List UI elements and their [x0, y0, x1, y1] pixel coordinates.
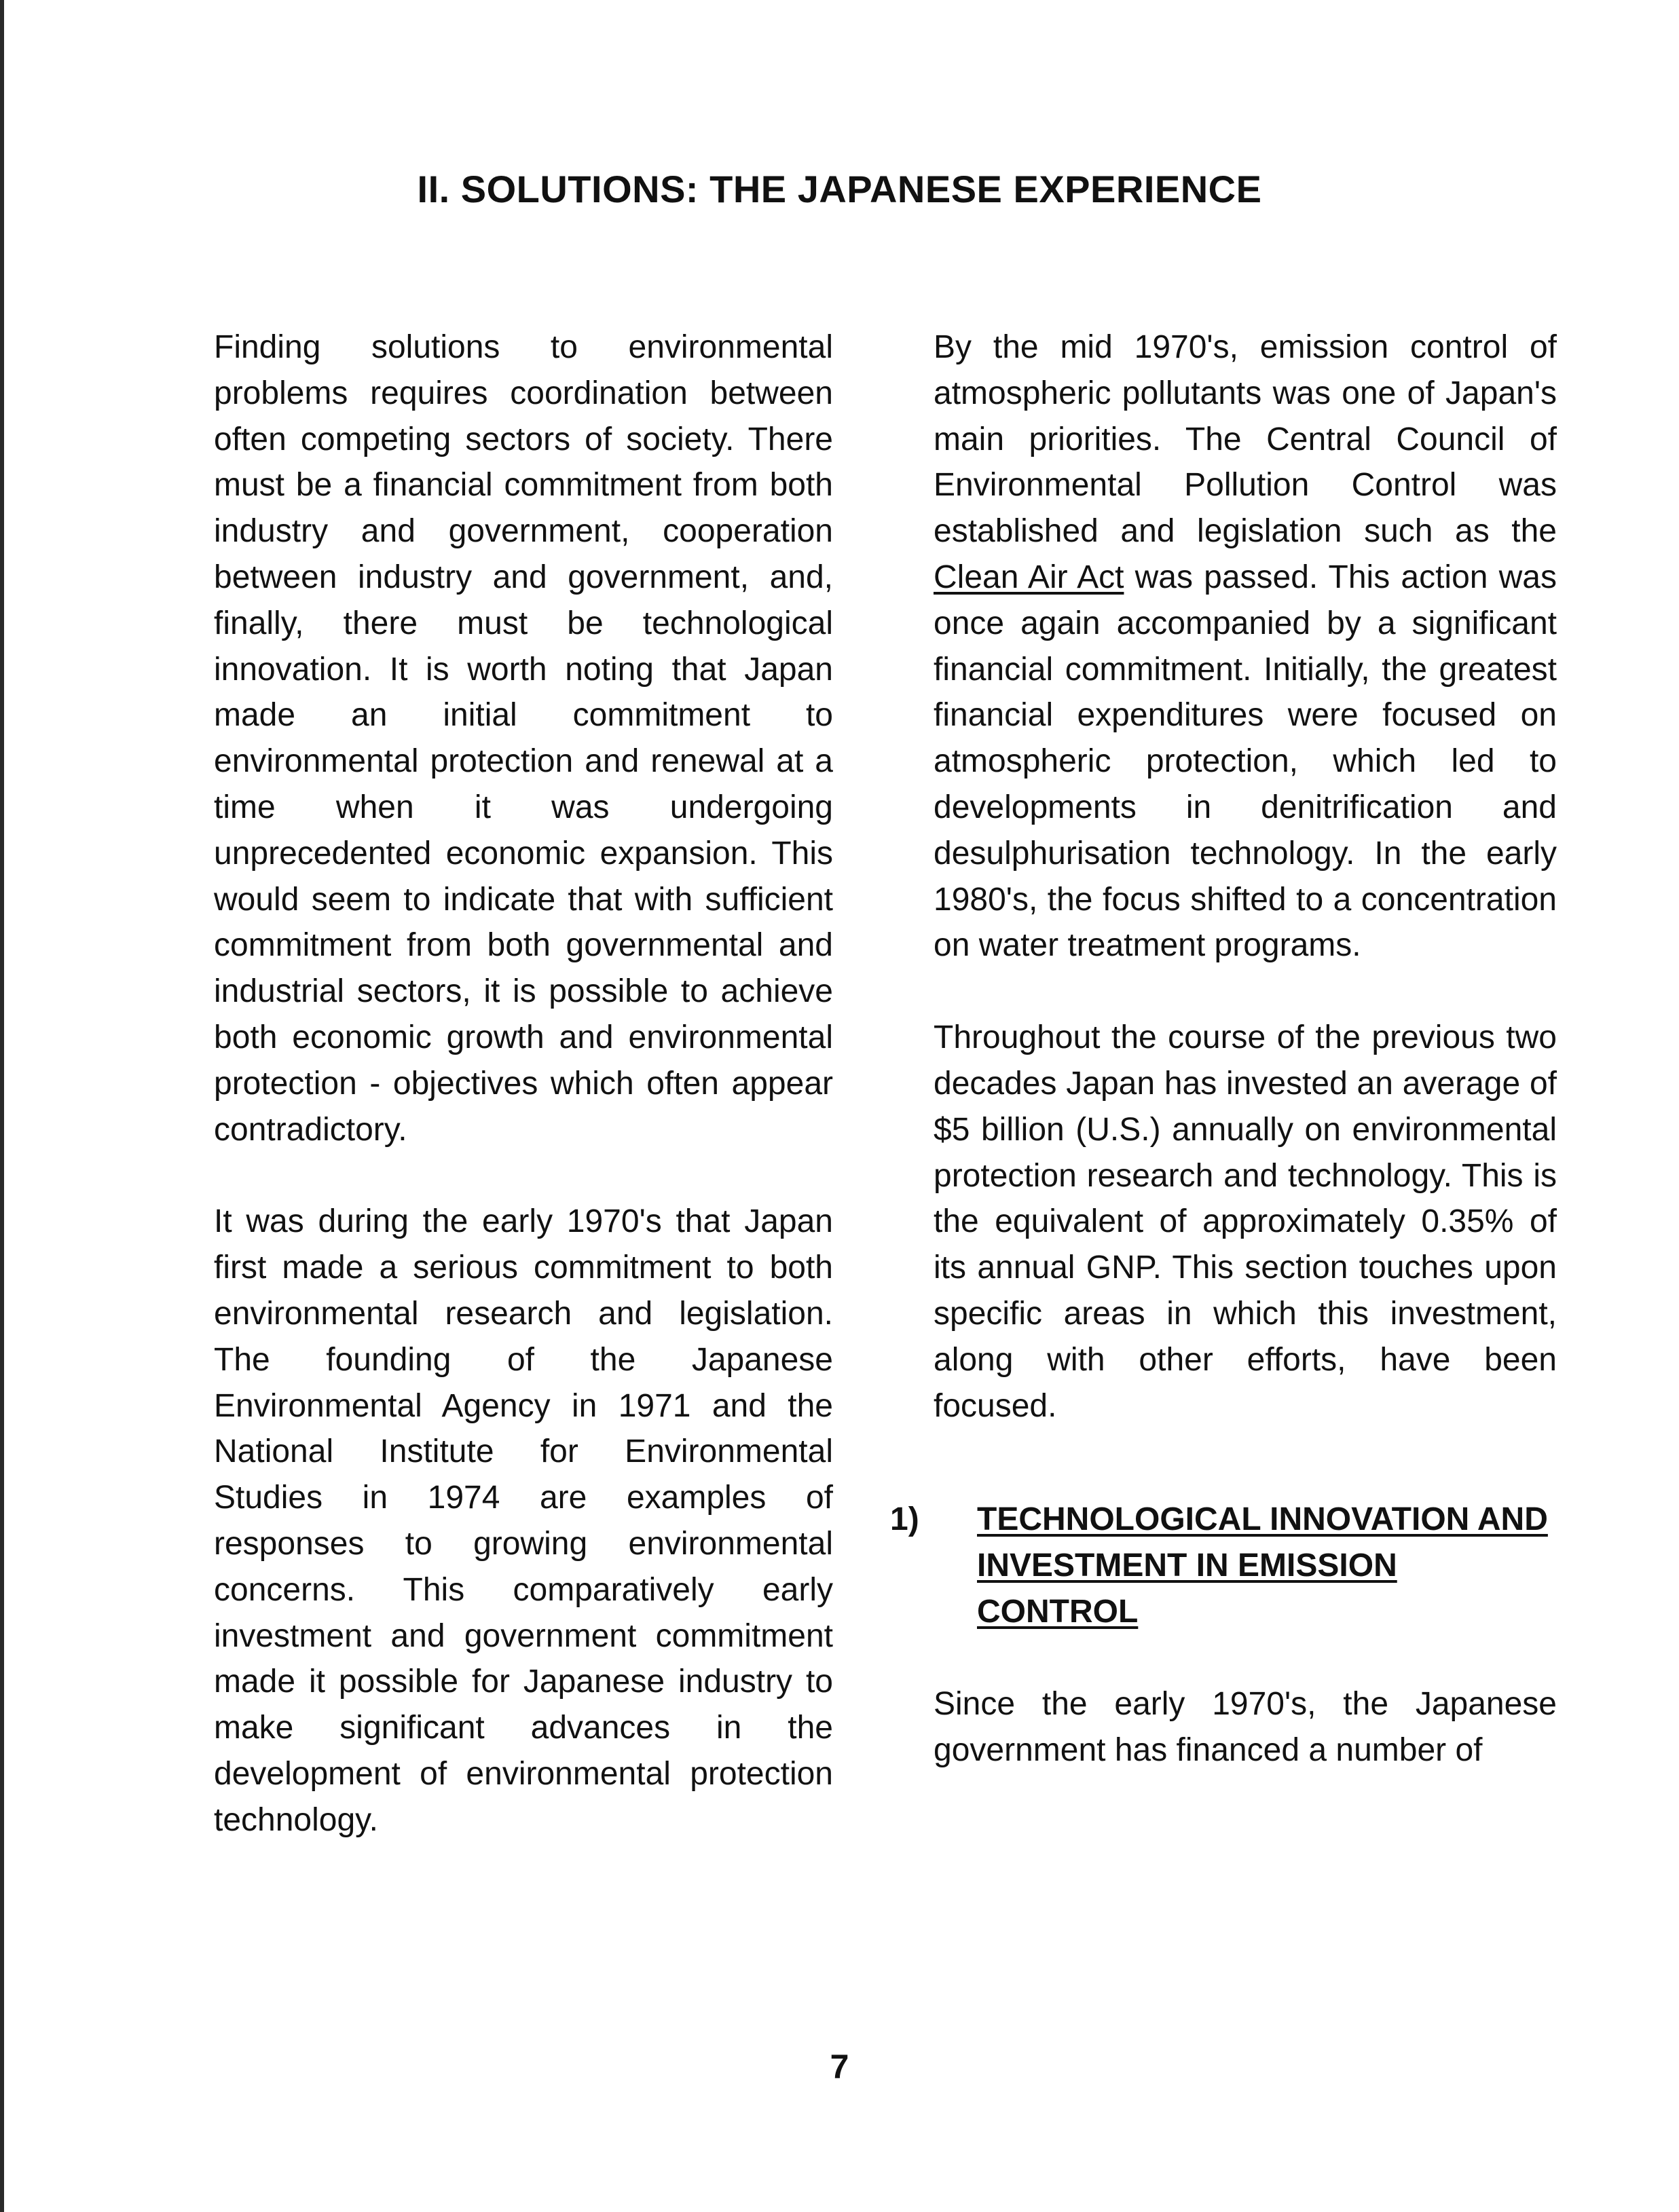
page-number: 7: [830, 2048, 849, 2086]
section-heading-text: TECHNOLOGICAL INNOVATION AND INVESTMENT IN EMISSION CONTROL: [977, 1501, 1548, 1630]
left-paragraph-1: Finding solutions to environmental problems requires coordination between often competing sectors of society. There must be a financial commitment from both industry and government, cooperation between industry and government, and, finally, there must be technological innovation. It is worth noting that Japan made an initial commitment to environmental protection and renewal at a time when it was undergoing unprecedented economic expansion. This would seem to indicate that with sufficient commitment from both governmental and industrial sectors, it is possible to achieve both economic growth and environmental protection - objectives which often appear contradictory.: [214, 329, 833, 1148]
section-heading: [890, 1497, 1557, 1635]
page-left-edge: [0, 0, 4, 2212]
left-column: [214, 324, 833, 1890]
right-paragraph-1: [934, 324, 1557, 969]
right-column: [890, 324, 1557, 1820]
right-paragraph-2: Throughout the course of the previous two decades Japan has invested an average of $5 billion (U.S.) annually on environmental protection research and technology. This is the equivalent of approximately 0.35% of its annual GNP. This section touches upon specific areas in which this investment, along with other efforts, have been focused.: [934, 1019, 1557, 1424]
page-title: II. SOLUTIONS: THE JAPANESE EXPERIENCE: [417, 168, 1262, 210]
right-paragraph-1-text-a: By the mid 1970's, emission control of atmospheric pollutants was one of Japan's main priorities. The Central Council of Environmental Pollution Control was established and legislation such as the: [934, 329, 1557, 550]
left-paragraph-2: It was during the early 1970's that Japan first made a serious commitment to both environmental research and legislation. The founding of the Japanese Environmental Agency in 1971 and the National Institute for Environmental Studies in 1974 are examples of responses to growing environmental concerns. This comparatively early investment and government commitment made it possible for Japanese industry to make significant advances in the development of environmental protection technology.: [214, 1203, 833, 1838]
right-paragraph-1-text-b: was passed. This action was once again accompanied by a significant financial commitment. Initially, the greatest financial expenditures were focused on atmospheric protection, which led to developments in denitrification and desulphurisation technology. In the early 1980's, the focus shifted to a concentration on water treatment programs.: [934, 559, 1557, 964]
section-heading-number: 1): [890, 1501, 919, 1538]
clean-air-act-title: Clean Air Act: [934, 559, 1124, 595]
right-paragraph-3: Since the early 1970's, the Japanese government has financed a number of: [934, 1686, 1557, 1769]
